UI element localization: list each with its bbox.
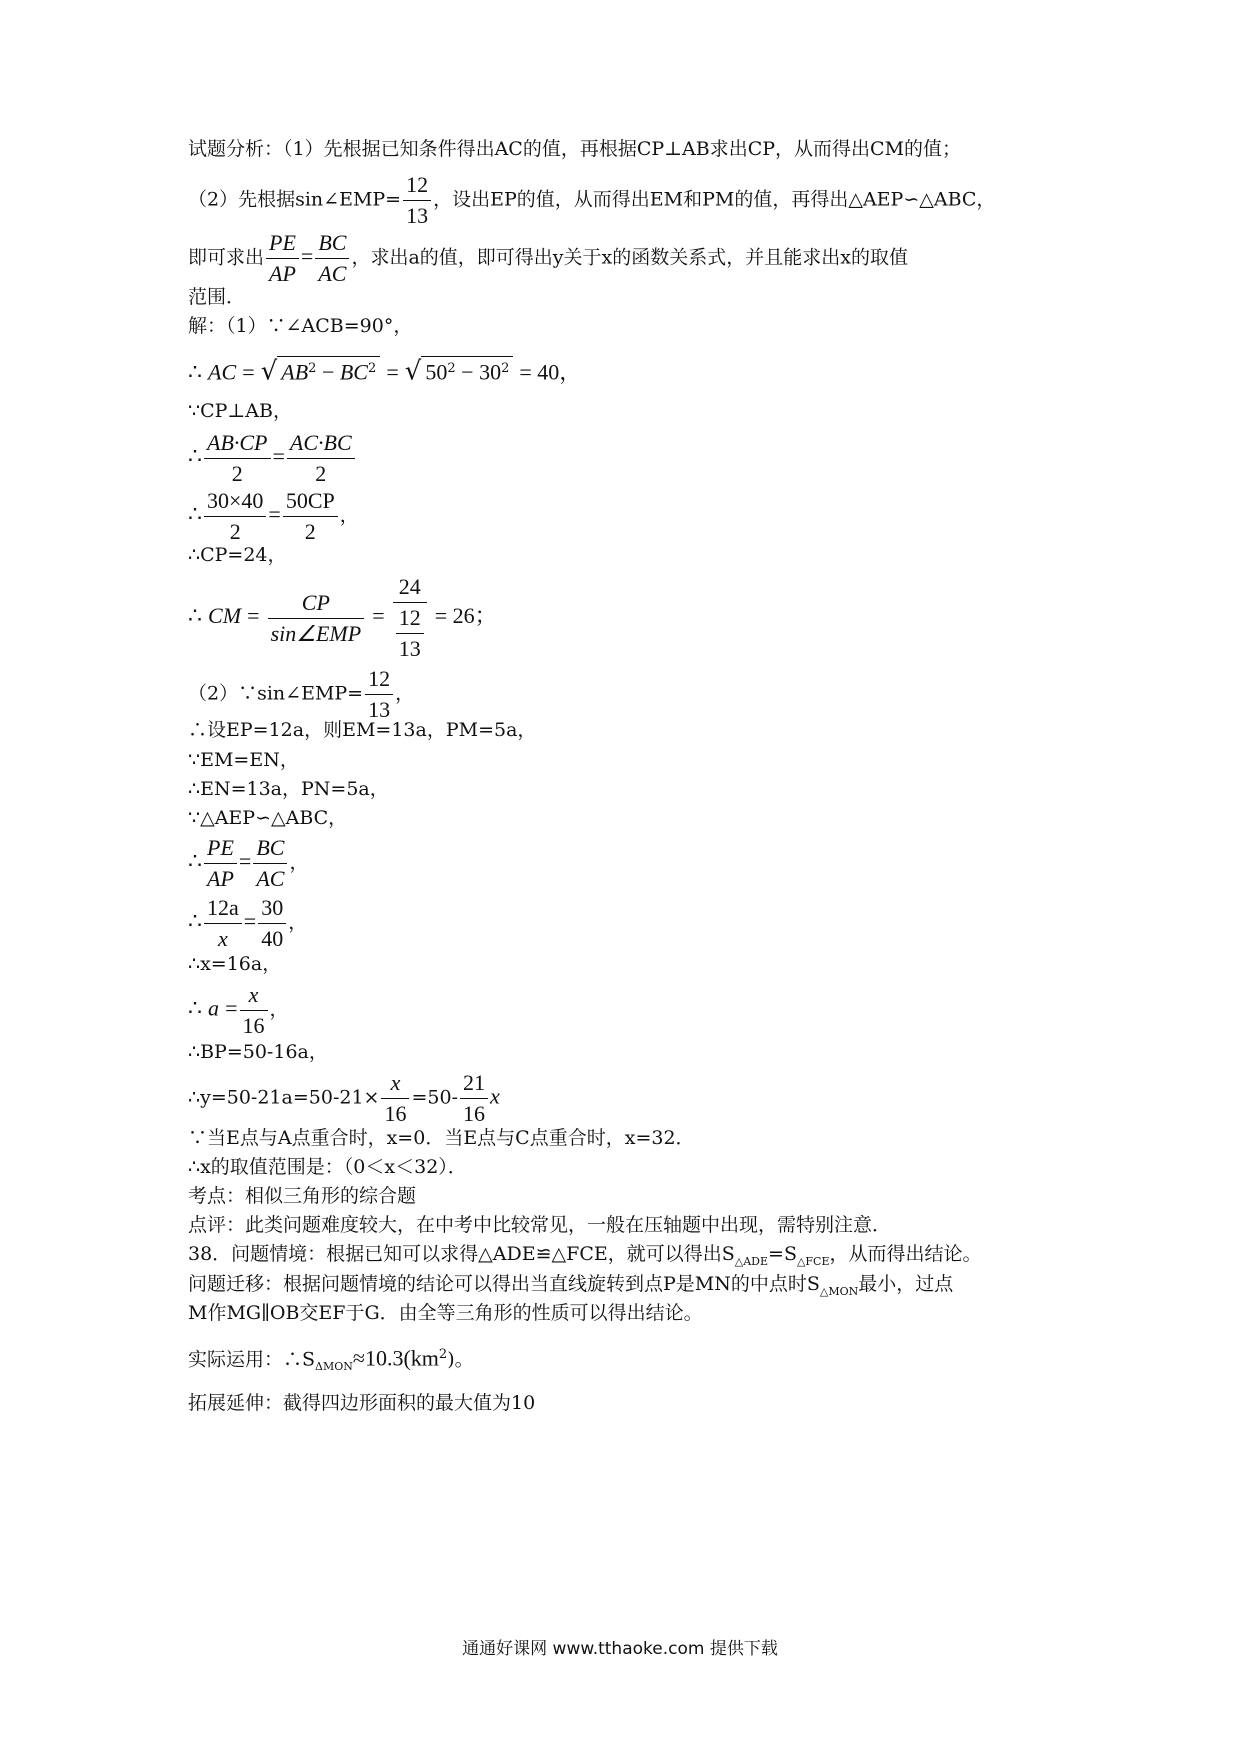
analysis-line-2a: （2）先根据sin∠EMP=	[188, 188, 402, 211]
analysis-line-3: 即可求出 $\frac{PE}{AP}$ = $\frac{BC}{AC}$ ，求出a的值，即可得出y关于x的函数关系式，并且能求出x的取值	[188, 228, 908, 289]
analysis-line-2	[188, 170, 995, 231]
solution-line-1: 解：（1）∵∠ACB=90°，	[188, 315, 413, 337]
solution-line-12: ∵△AEP∽△ABC，	[188, 807, 348, 829]
analysis-line-2b: ，设出EP的值，从而得出EM和PM的值，再得出△AEP∽△ABC，	[433, 188, 996, 211]
solution-line-15: ∴x=16a，	[188, 953, 282, 975]
solution-line-10: ∵EM=EN，	[188, 749, 299, 771]
solution-cm-equation: ∴ CM = $\frac{CP}{\text{sin∠EMP}}$ = $\frac{24}{\frac{12}{13}}$ = 26；	[188, 574, 497, 661]
fraction-12-13: $\frac{12}{13}$	[403, 170, 431, 231]
solution-ratio-equation: ∴ $\frac{PE}{AP}$ = $\frac{BC}{AC}$ ，	[188, 835, 309, 891]
solution-line-11: ∴EN=13a，PN=5a，	[188, 778, 389, 800]
solution-line-20: ∴x的取值范围是：（0＜x＜32）．	[188, 1156, 467, 1178]
solution-area-equation-1: ∴ $\frac{AB\cdot CP}{2}$ = $\frac{AC\cdot BC}{2}$	[188, 428, 357, 489]
q38-line-4: 实际运用：$\therefore S_{\Delta MON}\approx 10.3(km^2)$。	[188, 1345, 474, 1374]
solution-knowledge-point: 考点：相似三角形的综合题	[188, 1185, 417, 1207]
q38-line-5: 拓展延伸：截得四边形面积的最大值为10	[188, 1392, 536, 1414]
analysis-line-4: 范围．	[188, 286, 246, 308]
solution-line-19: ∵当E点与A点重合时，x=0．当E点与C点重合时，x=32．	[188, 1127, 695, 1149]
solution-ac-equation: ∴ AC = √ $AB^2 - BC^2$ = √ $50^2 - 30^2 = 40$，	[188, 356, 582, 387]
q38-line-3: M作MG∥OB交EF于G．由全等三角形的性质可以得出结论。	[188, 1302, 703, 1324]
solution-a-expression: ∴ a = $\frac{x}{16}$ ，	[188, 982, 289, 1038]
analysis-line-3b: ，求出a的值，即可得出y关于x的函数关系式，并且能求出x的取值	[351, 246, 908, 269]
solution-area-equation-2: ∴ $\frac{30\times 40}{2}$ = $\frac{50CP}{2}$ ，	[188, 488, 359, 544]
solution-ratio-values: ∴ $\frac{12a}{x}$ = $\frac{30}{40}$ ，	[188, 895, 308, 951]
solution-line-17: ∴BP=50-16a，	[188, 1041, 328, 1063]
fraction-pe-ap: $\frac{PE}{AP}$	[266, 228, 299, 289]
fraction-bc-ac: $\frac{BC}{AC}$	[315, 228, 349, 289]
solution-y-expression: ∴y=50-21a=50-21× $\frac{x}{16}$ =50- $\frac{21}{16}$ x	[188, 1070, 500, 1126]
solution-line-9: ∴设EP=12a，则EM=13a，PM=5a，	[188, 719, 537, 741]
analysis-line-3a: 即可求出	[188, 246, 265, 269]
solution-comment: 点评：此类问题难度较大，在中考中比较常见，一般在压轴题中出现，需特别注意．	[188, 1214, 892, 1236]
solution-sin-given: （2）∵sin∠EMP= $\frac{12}{13}$ ，	[188, 666, 415, 722]
analysis-line-1: 试题分析：（1）先根据已知条件得出AC的值，再根据CP⊥AB求出CP，从而得出CM的值；	[188, 138, 962, 160]
solution-cp-value: ∴CP=24，	[188, 544, 287, 566]
q38-line-2: 问题迁移：根据问题情境的结论可以得出当直线旋转到点P是MN的中点时$S_{\triangle MON}$最小，过点	[188, 1273, 954, 1298]
page-footer: 通通好课网 www.tthaoke.com 提供下载	[462, 1639, 778, 1659]
solution-line-3: ∵CP⊥AB，	[188, 400, 292, 422]
q38-line-1: 38．问题情境：根据已知可以求得△ADE≌△FCE，就可以得出$S_{\triangle ADE}=S_{\triangle FCE}$，从而得出结论。	[188, 1243, 982, 1268]
